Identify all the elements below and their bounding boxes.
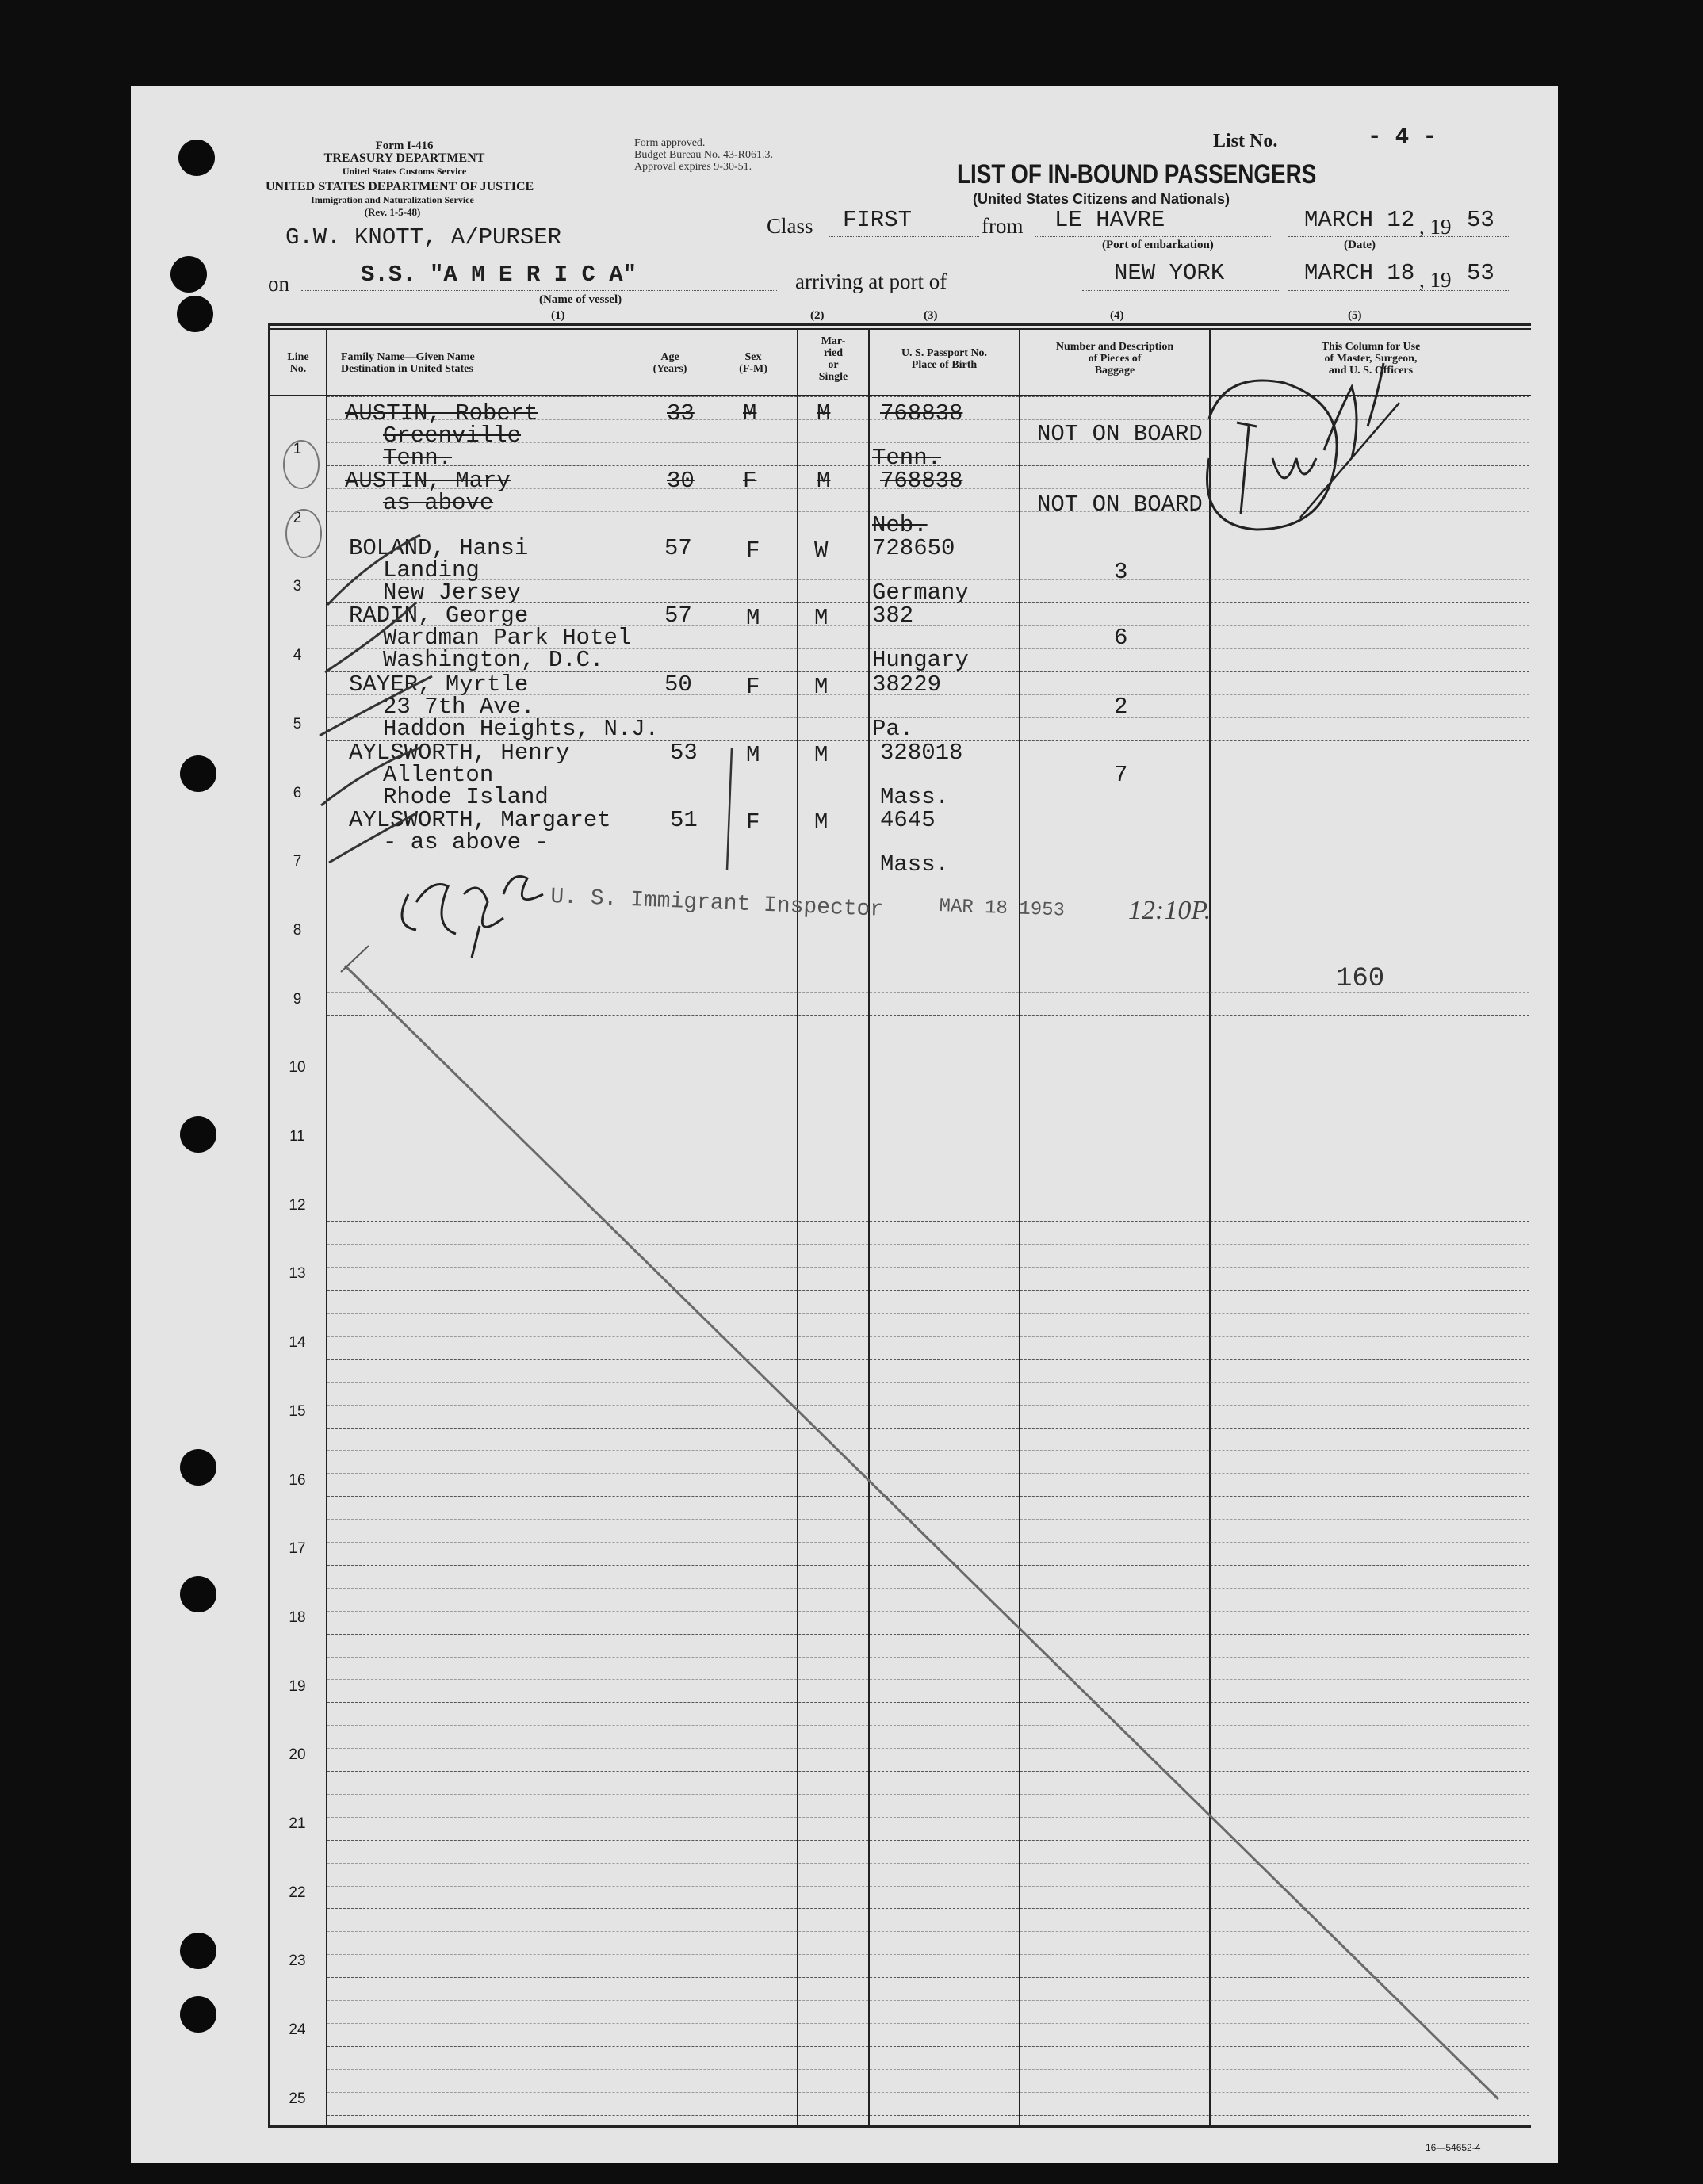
col-head-text: of Pieces of: [1088, 353, 1142, 365]
passenger-age: 30: [667, 468, 695, 494]
passenger-baggage: NOT ON BOARD: [1037, 491, 1203, 518]
passenger-passport: 728650: [872, 535, 955, 561]
handwriting-overlay: [131, 86, 1558, 2163]
line-number: 6: [293, 784, 302, 801]
customs-service: United States Customs Service: [342, 166, 467, 177]
date-caption: (Date): [1344, 239, 1376, 251]
passenger-baggage: 7: [1114, 762, 1128, 788]
passenger-passport: 328018: [880, 740, 963, 766]
line-number: 22: [289, 1884, 306, 1901]
count-mark: 160: [1336, 964, 1385, 994]
line-number: 15: [289, 1402, 306, 1420]
passenger-dest: Tenn.: [383, 445, 453, 471]
line-number: 14: [289, 1334, 306, 1352]
col-number: (4): [1110, 309, 1124, 322]
line-number: 12: [289, 1196, 306, 1214]
passenger-dest: 23 7th Ave.: [383, 694, 535, 720]
col-head-text: Age: [660, 351, 679, 363]
line-number: 23: [289, 1953, 306, 1970]
passenger-married: W: [814, 537, 829, 564]
col-number: (5): [1348, 309, 1362, 322]
tick-mark: [325, 602, 416, 672]
line-number: 25: [289, 2090, 306, 2107]
scribble-circle: [1207, 381, 1338, 530]
passenger-sex: M: [746, 742, 760, 768]
passenger-name: AYLSWORTH, Margaret: [349, 807, 611, 833]
line-number: 1: [293, 441, 302, 457]
line-number: 16: [289, 1471, 306, 1489]
embark-caption: (Port of embarkation): [1102, 239, 1214, 251]
form-subtitle: (United States Citizens and Nationals): [973, 191, 1230, 207]
passenger-passport: 4645: [880, 807, 936, 833]
approval-line: Form approved.: [634, 137, 706, 149]
handwritten-word: [1237, 363, 1383, 514]
passenger-sex: F: [743, 468, 757, 494]
passenger-baggage: 3: [1114, 559, 1128, 585]
tick-mark: [320, 676, 432, 736]
passenger-age: 53: [670, 740, 698, 766]
approval-line: Approval expires 9-30-51.: [634, 161, 752, 173]
revision: (Rev. 1-5-48): [364, 206, 421, 218]
passenger-name: AYLSWORTH, Henry: [349, 740, 570, 766]
passenger-age: 57: [664, 602, 692, 629]
cancel-line: [345, 966, 1498, 2099]
col-head-text: Mar-: [821, 335, 846, 347]
stamp-date: MAR 18 1953: [939, 896, 1066, 922]
passenger-married: M: [814, 605, 829, 631]
line-number: 9: [293, 990, 302, 1008]
col-head-text: Line: [287, 351, 309, 363]
col-head-text: Baggage: [1094, 365, 1135, 377]
passenger-baggage: NOT ON BOARD: [1037, 421, 1203, 447]
passenger-sex: F: [746, 674, 760, 700]
col-head-text: Destination in United States: [341, 363, 473, 375]
passenger-sex: M: [743, 400, 757, 426]
arriving-label: arriving at port of: [795, 270, 947, 293]
footer-code: 16—54652-4: [1426, 2142, 1481, 2153]
line-number: 19: [289, 1677, 306, 1695]
passenger-married: M: [814, 809, 829, 836]
passenger-dest: - as above -: [383, 829, 549, 855]
vessel-caption: (Name of vessel): [539, 293, 622, 306]
passenger-birthplace: Neb.: [872, 512, 928, 538]
manifest-page: [131, 86, 1558, 2163]
passenger-birthplace: Mass.: [880, 784, 950, 810]
passenger-baggage: 2: [1114, 694, 1128, 720]
col-number: (1): [551, 309, 565, 322]
line-number: 3: [293, 578, 302, 595]
passenger-birthplace: Germany: [872, 579, 969, 606]
col-number: (3): [924, 309, 938, 322]
line-number: 10: [289, 1059, 306, 1077]
passenger-dest: Washington, D.C.: [383, 647, 604, 673]
line-number: 4: [293, 647, 302, 664]
form-number: Form I-416: [375, 140, 434, 152]
col-head-text: Sex: [744, 351, 762, 363]
passenger-passport: 382: [872, 602, 914, 629]
passenger-baggage: 6: [1114, 625, 1128, 651]
col-head-text: This Column for Use: [1321, 341, 1421, 353]
col-head-text: Family Name—Given Name: [341, 351, 475, 363]
embark-century: , 19: [1419, 215, 1452, 239]
passenger-name: SAYER, Myrtle: [349, 671, 529, 698]
passenger-dest: Haddon Heights, N.J.: [383, 716, 660, 742]
class-label: Class: [767, 214, 813, 238]
passenger-age: 50: [664, 671, 692, 698]
passenger-dest: as above: [383, 490, 494, 516]
line-number: 24: [289, 2021, 306, 2039]
passenger-birthplace: Tenn.: [872, 445, 942, 471]
arrive-date: MARCH 18: [1304, 260, 1415, 286]
col-head-text: (F-M): [739, 363, 767, 375]
passenger-sex: M: [746, 605, 760, 631]
col-head-text: and U. S. Officers: [1328, 365, 1414, 377]
passenger-birthplace: Mass.: [880, 851, 950, 878]
passenger-sex: F: [746, 809, 760, 836]
stamp-time: 12:10P.: [1128, 896, 1211, 925]
col-number: (2): [810, 309, 825, 322]
line-number: 13: [289, 1265, 306, 1283]
inspector-signature: [402, 877, 543, 958]
col-head-text: No.: [289, 363, 307, 375]
passenger-passport: 38229: [872, 671, 942, 698]
on-label: on: [268, 272, 289, 296]
from-label: from: [982, 214, 1024, 238]
col-head-text: of Master, Surgeon,: [1324, 353, 1418, 365]
passenger-dest: Greenville: [383, 423, 522, 449]
passenger-age: 51: [670, 807, 698, 833]
arrive-century: , 19: [1419, 268, 1452, 292]
col-head-text: ried: [823, 347, 844, 359]
circle-mark: [286, 510, 321, 557]
passenger-dest: Allenton: [383, 762, 494, 788]
passenger-dest: Wardman Park Hotel: [383, 625, 632, 651]
passenger-married: M: [817, 468, 831, 494]
embark-year: 53: [1467, 207, 1494, 233]
passenger-sex: F: [746, 537, 760, 564]
arrive-year: 53: [1467, 260, 1494, 286]
line-number: 5: [293, 715, 302, 732]
passenger-passport: 768838: [880, 400, 963, 426]
line-number: 21: [289, 1815, 306, 1832]
tick-mark: [329, 813, 416, 863]
line-number: 2: [293, 509, 302, 526]
passenger-birthplace: Hungary: [872, 647, 969, 673]
col-head-text: or: [828, 359, 839, 371]
line-number: 18: [289, 1608, 306, 1626]
col-head-text: Number and Description: [1055, 341, 1174, 353]
list-no-label: List No.: [1213, 131, 1278, 151]
passenger-passport: 768838: [880, 468, 963, 494]
approval-line: Budget Bureau No. 43-R061.3.: [634, 149, 773, 161]
line-number: 8: [293, 921, 302, 939]
passenger-name: AUSTIN, Mary: [345, 468, 511, 494]
line-number: 20: [289, 1746, 306, 1764]
passenger-age: 33: [667, 400, 695, 426]
embark-date: MARCH 12: [1304, 207, 1415, 233]
justice-dept: UNITED STATES DEPARTMENT OF JUSTICE: [266, 180, 534, 193]
list-no-value: - 4 -: [1368, 124, 1437, 150]
vessel-name: S.S. "A M E R I C A": [361, 262, 637, 288]
passenger-dest: New Jersey: [383, 579, 522, 606]
passenger-dest: Rhode Island: [383, 784, 549, 810]
tick-mark: [341, 946, 369, 972]
col-head-text: Single: [818, 371, 848, 383]
passenger-married: M: [814, 674, 829, 700]
passenger-name: AUSTIN, Robert: [345, 400, 538, 426]
class-value: FIRST: [843, 207, 913, 233]
arriving-port: NEW YORK: [1114, 260, 1225, 286]
line-number: 7: [293, 853, 302, 870]
master-name: G.W. KNOTT, A/PURSER: [285, 224, 562, 251]
tick-mark: [321, 748, 420, 805]
passenger-married: M: [817, 400, 831, 426]
passenger-dest: Landing: [383, 557, 480, 583]
form-title: LIST OF IN-BOUND PASSENGERS: [957, 159, 1317, 189]
col-head-text: U. S. Passport No.: [901, 347, 988, 359]
from-value: LE HAVRE: [1054, 207, 1165, 233]
circle-mark: [284, 441, 319, 488]
passenger-married: M: [814, 742, 829, 768]
line-number: 11: [289, 1128, 305, 1145]
col-head-text: Place of Birth: [911, 359, 978, 371]
passenger-age: 57: [664, 535, 692, 561]
passenger-birthplace: Pa.: [872, 716, 914, 742]
col-head-text: (Years): [652, 363, 687, 375]
passenger-name: BOLAND, Hansi: [349, 535, 529, 561]
family-bracket: [727, 748, 732, 870]
passenger-name: RADIN, George: [349, 602, 529, 629]
line-number: 17: [289, 1540, 306, 1558]
tick-mark: [327, 535, 420, 605]
inspector-stamp: U. S. Immigrant Inspector: [549, 885, 884, 923]
ins-line: Immigration and Naturalization Service: [311, 194, 474, 205]
treasury-dept: TREASURY DEPARTMENT: [323, 151, 485, 165]
